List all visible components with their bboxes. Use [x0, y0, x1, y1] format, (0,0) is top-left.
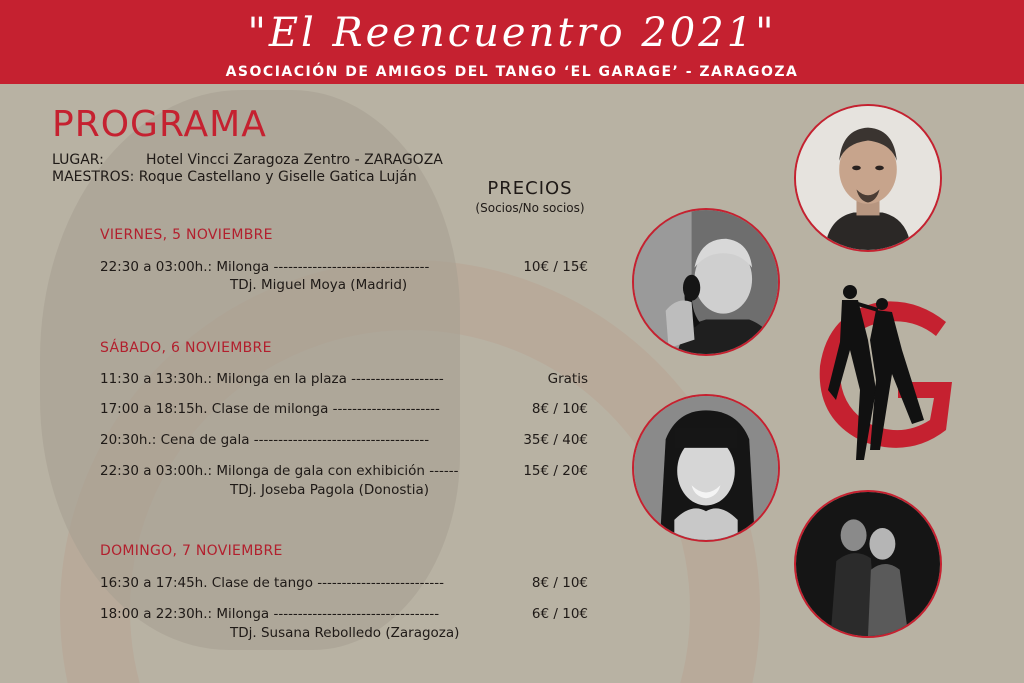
- schedule-price: 6€ / 10€: [531, 606, 588, 622]
- day-heading: SÁBADO, 6 NOVIEMBRE: [100, 340, 272, 356]
- venue-label: LUGAR:: [52, 152, 104, 168]
- prices-title: PRECIOS: [487, 178, 573, 199]
- day-heading: DOMINGO, 7 NOVIEMBRE: [100, 543, 283, 559]
- teachers-line: [52, 169, 417, 185]
- schedule-row: [100, 432, 588, 448]
- tango-couple-photo: [794, 490, 942, 638]
- association-subtitle: ASOCIACIÓN DE AMIGOS DEL TANGO ‘EL GARAGE’ - ZARAGOZA: [225, 64, 799, 80]
- schedule-price: 8€ / 10€: [531, 401, 588, 417]
- venue-value: Hotel Vincci Zaragoza Zentro - ZARAGOZA: [146, 152, 443, 168]
- event-title: "El Reencuentro 2021": [247, 10, 777, 56]
- schedule-price: 8€ / 10€: [531, 575, 588, 591]
- teachers-label: MAESTROS:: [52, 169, 135, 185]
- schedule-text: 11:30 a 13:30h.: Milonga en la plaza -------------------: [100, 371, 444, 387]
- prices-subtitle: (Socios/No socios): [475, 201, 585, 215]
- prices-header: [460, 178, 600, 215]
- schedule-text: 17:00 a 18:15h. Clase de milonga ----------------------: [100, 401, 440, 417]
- schedule-row: [100, 463, 588, 479]
- schedule-text: 20:30h.: Cena de gala ------------------------------------: [100, 432, 430, 448]
- schedule-price: 15€ / 20€: [523, 463, 588, 479]
- schedule-price: Gratis: [547, 371, 588, 387]
- dj-woman-smiling-photo: [632, 394, 780, 542]
- schedule-price: 35€ / 40€: [523, 432, 588, 448]
- schedule-text: 18:00 a 22:30h.: Milonga ----------------------------------: [100, 606, 440, 622]
- dj-with-headphones-photo: [632, 208, 780, 356]
- schedule-row: [100, 606, 588, 622]
- dj-credit: TDj. Susana Rebolledo (Zaragoza): [230, 625, 460, 641]
- teacher-portrait-photo: [794, 104, 942, 252]
- schedule-row: [100, 575, 588, 591]
- schedule-text: 22:30 a 03:00h.: Milonga --------------------------------: [100, 259, 430, 275]
- dj-credit: TDj. Joseba Pagola (Donostia): [230, 482, 429, 498]
- schedule-row: [100, 259, 588, 275]
- header-banner: [0, 0, 1024, 84]
- schedule-text: 16:30 a 17:45h. Clase de tango --------------------------: [100, 575, 444, 591]
- el-garage-tango-logo: [806, 270, 966, 470]
- program-title: PROGRAMA: [52, 104, 267, 145]
- schedule-row: [100, 371, 588, 387]
- schedule-price: 10€ / 15€: [523, 259, 588, 275]
- day-heading: VIERNES, 5 NOVIEMBRE: [100, 227, 273, 243]
- teachers-value: Roque Castellano y Giselle Gatica Luján: [138, 169, 417, 185]
- dj-credit: TDj. Miguel Moya (Madrid): [230, 277, 408, 293]
- schedule-row: [100, 401, 588, 417]
- venue-line: [52, 152, 443, 168]
- schedule-text: 22:30 a 03:00h.: Milonga de gala con exhibición ------: [100, 463, 459, 479]
